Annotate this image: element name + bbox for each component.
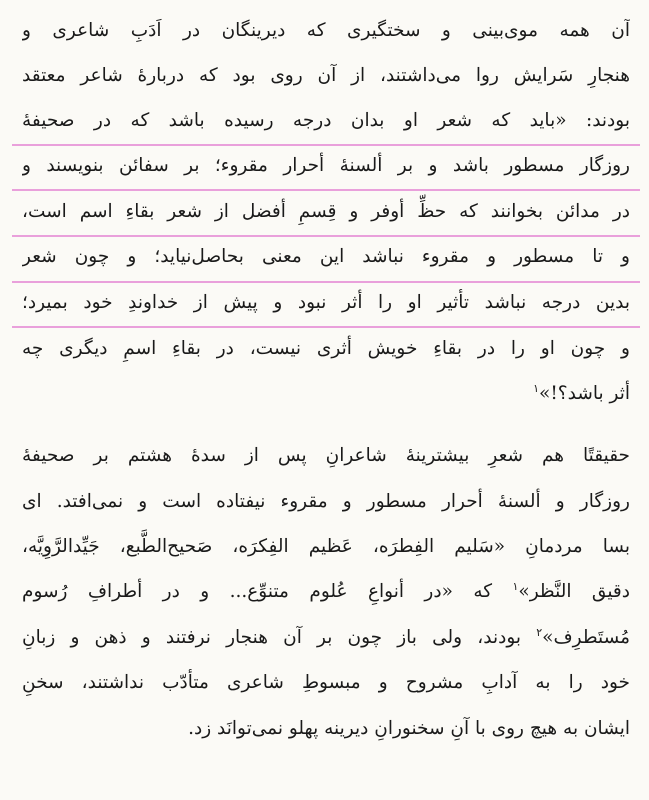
highlight-underline	[12, 326, 640, 328]
text-line: و چون او را در بقاءِ خویش أثری نیست، در بقاءِ اسمِ دیگری چه	[22, 338, 630, 359]
text-line	[22, 573, 630, 611]
footnote-mark: ۲	[536, 625, 543, 639]
text-fragment: أثر باشد؟!»	[539, 383, 630, 404]
text-line: ایشان به هیچ روی با آنِ سخنورانِ دیرینه پهلو نمی‌توانَد زد.	[188, 718, 630, 739]
text-fragment: «در أنواعِ عُلوم متنوِّع... و در أطرافِ رُسوم	[22, 581, 453, 602]
text-line	[22, 619, 630, 657]
text-fragment: که	[473, 581, 493, 602]
text-line: بسا مردمانِ «سَلیم الفِطرَه، عَظیم الفِکرَه، صَحیح‌الطَّبع، جَیِّدالرَّوِیَّه،	[22, 536, 630, 557]
text-line: بودند: «باید که شعر او بدان درجه رسیده باشد که در صحیفهٔ	[22, 110, 630, 131]
text-fragment: بودند، ولی باز چون بر آن هنجار نرفتند و ذهن و زبانِ	[22, 627, 522, 648]
text-line: و تا مسطور و مقروء نباشد این معنی بحاصل‌نیاید؛ و چون شعر	[22, 246, 630, 267]
text-fragment: دقیق النَّظر»	[518, 581, 630, 602]
highlight-underline	[12, 235, 640, 237]
text-line: حقیقتًا هم شعرِ بیشترینهٔ شاعرانِ پس از سدهٔ هشتم بر صحیفهٔ	[22, 445, 630, 466]
text-line: بدین درجه نباشد تأثیر او را أثر نبود و پیش از خداوندِ خود بمیرد؛	[22, 292, 630, 313]
text-line: آن همه موی‌بینی و سختگیری که دیرینگان در اَدَبِ شاعری و	[22, 20, 630, 41]
highlight-underline	[12, 281, 640, 283]
text-line: روزگار و ألسنهٔ أحرار مسطور و مقروء نیفتاده است و نمی‌افتد. ای	[22, 491, 630, 512]
text-line: هنجارِ سَرایش روا می‌داشتند، از آن روی بود که دربارهٔ شاعر معتقد	[22, 65, 630, 86]
footnote-mark: ۱	[533, 381, 540, 395]
footnote-mark: ۱	[512, 579, 519, 593]
text-fragment: مُستَطرِف»	[542, 627, 630, 648]
highlight-underline	[12, 144, 640, 146]
text-line: خود را به آدابِ مشروح و مبسوطِ شاعری متأدّب نداشتند، سخنِ	[22, 672, 630, 693]
text-line: در مدائن بخوانند که حظِّ أوفر و قِسمِ أفضل از شعر بقاءِ اسم است،	[22, 201, 630, 222]
text-line	[22, 375, 630, 413]
highlight-underline	[12, 189, 640, 191]
text-line: روزگار مسطور باشد و بر ألسنهٔ أحرار مقروء؛ بر سفائن بنویسند و	[22, 155, 630, 176]
